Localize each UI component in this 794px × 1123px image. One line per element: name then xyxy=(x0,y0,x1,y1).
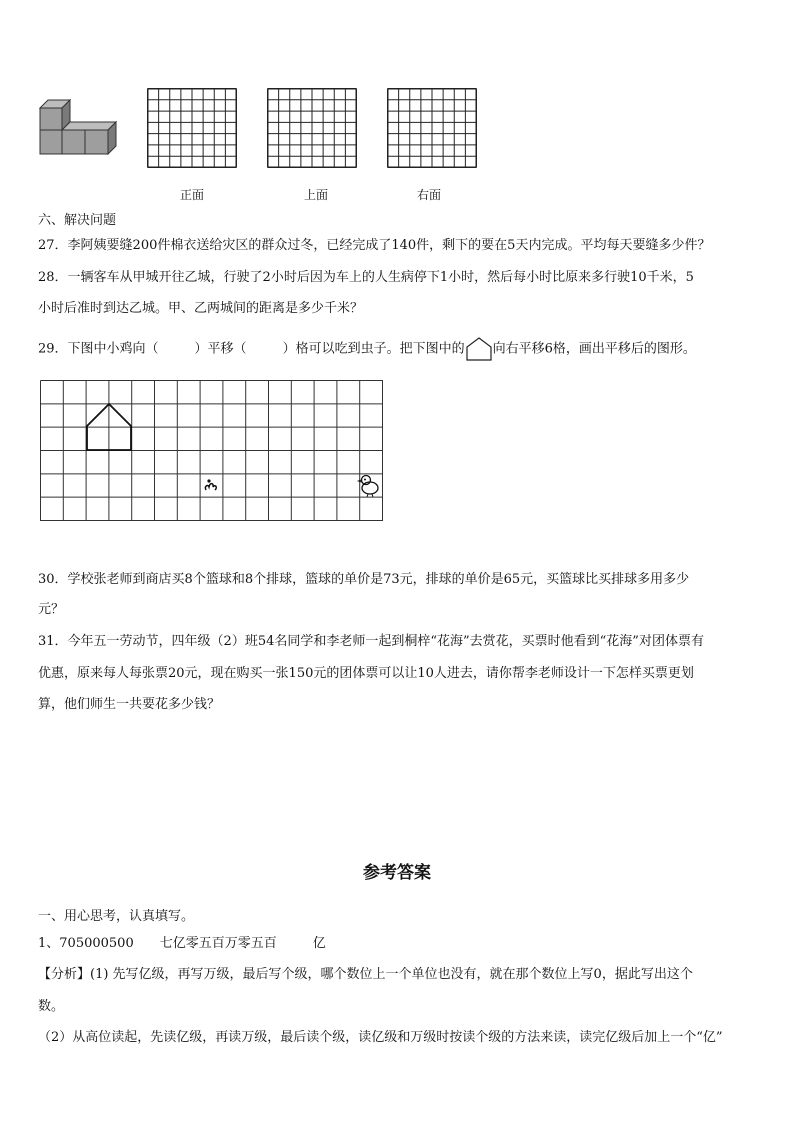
question-27: 27．李阿姨要缝200件棉衣送给灾区的群众过冬，已经完成了140件，剩下的要在5天内完成。平均每天要缝多少件？ xyxy=(38,238,711,253)
analysis-line-1: 【分析】(1) 先写亿级，再写万级，最后写个级，哪个数位上一个单位也没有，就在那个数位上写0，据此写出这个 xyxy=(38,967,693,982)
front-view-grid[interactable] xyxy=(147,88,237,168)
question-29 xyxy=(38,336,766,362)
q29-part1: 29．下图中小鸡向（ xyxy=(38,341,159,357)
question-28-line-1: 28．一辆客车从甲城开往乙城，行驶了2小时后因为车上的人生病停下1小时，然后每小时比原来多行驶10千米，5 xyxy=(38,270,694,285)
right-view-label: 右面 xyxy=(417,188,442,202)
q29-part2: ）平移（ xyxy=(194,341,247,357)
answer-1-reading: 七亿零五百万零五百 xyxy=(159,936,277,951)
q29-part3: ）格可以吃到虫子。把下图中的 xyxy=(282,341,465,357)
cube-figure xyxy=(38,98,120,158)
q29-part4: 向右平移6格，画出平移后的图形。 xyxy=(492,341,696,357)
chick-icon xyxy=(359,476,379,498)
top-view-label: 上面 xyxy=(304,188,329,202)
front-view-label: 正面 xyxy=(180,188,205,202)
answer-1-value: 705000500 xyxy=(59,936,134,951)
translation-grid[interactable] xyxy=(40,380,384,522)
question-30-line-2: 元？ xyxy=(38,602,65,617)
question-31-line-2: 优惠，原来每人每张票20元，现在购买一张150元的团体票可以让10人进去，请你帮李老师设计一下怎样买票更划 xyxy=(38,666,694,681)
question-30-line-1: 30．学校张老师到商店买8个篮球和8个排球，篮球的单价是73元，排球的单价是65元，买篮球比买排球多用多少 xyxy=(38,572,690,587)
analysis-line-3: （2）从高位读起，先读亿级，再读万级，最后读个级，读亿级和万级时按读个级的方法来读，读完亿级后加上一个“亿” xyxy=(38,1030,723,1045)
answer-1-unit: 亿 xyxy=(312,936,326,951)
question-31-line-3: 算，他们师生一共要花多少钱？ xyxy=(38,697,221,712)
top-view-grid[interactable] xyxy=(267,88,357,168)
answer-1 xyxy=(38,934,766,954)
question-28-line-2: 小时后准时到达乙城。甲、乙两城间的距离是多少千米？ xyxy=(38,301,364,316)
answer-1-number: 1、 xyxy=(38,936,60,951)
section-1-heading: 一、用心思考，认真填写。 xyxy=(38,909,195,924)
house-shape-icon xyxy=(465,336,493,362)
analysis-line-2: 数。 xyxy=(38,999,65,1014)
section-6-heading: 六、解决问题 xyxy=(38,213,117,228)
right-view-grid[interactable] xyxy=(387,88,477,168)
question-31-line-1: 31．今年五一劳动节，四年级（2）班54名同学和李老师一起到桐梓“花海”去赏花，买票时他看到“花海”对团体票有 xyxy=(38,634,704,649)
bug-icon xyxy=(205,479,216,490)
answers-title: 参考答案 xyxy=(363,863,431,883)
